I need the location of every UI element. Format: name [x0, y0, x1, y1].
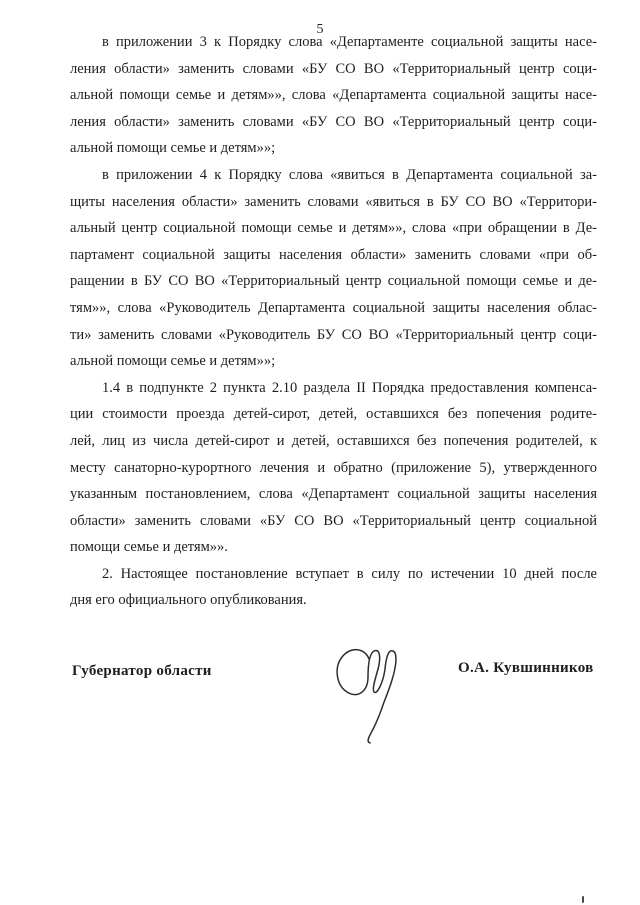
- text-line: лей, лиц из числа детей-сирот и детей, оставшихся без попечения родителей, к: [70, 432, 597, 449]
- text-line: 1.4 в подпункте 2 пункта 2.10 раздела II Порядка предоставления компенса-: [102, 379, 597, 396]
- text-line: ции стоимости проезда детей-сирот, детей, оставшихся без попечения родите-: [70, 406, 597, 423]
- text-line: области» заменить словами «БУ СО ВО «Территориальный центр социальной: [70, 512, 597, 529]
- page-number: 5: [316, 22, 324, 37]
- text-line: в приложении 3 к Порядку слова «Департаменте социальной защиты насе-: [102, 34, 597, 50]
- text-line: ления области» заменить словами «БУ СО ВО «Территориальный центр соци-: [70, 60, 597, 77]
- text-line: помощи семье и детям»».: [70, 539, 228, 556]
- paragraph: [70, 162, 597, 375]
- text-line: партамент социальной защиты населения области» заменить словами «при об-: [70, 246, 597, 263]
- paragraph: [70, 561, 597, 614]
- handwritten-signature-icon: [327, 641, 422, 746]
- paragraph: [70, 375, 597, 561]
- text-line: альный центр социальной помощи семье и детям»», слова «при обращении в Де-: [70, 220, 597, 237]
- text-line: дня его официального опубликования.: [70, 592, 307, 609]
- scan-artifact: [582, 896, 584, 903]
- text-line: щиты населения области» заменить словами «явиться в БУ СО ВО «Территори-: [70, 193, 597, 210]
- text-line: ления области» заменить словами «БУ СО ВО «Территориальный центр соци-: [70, 113, 597, 130]
- text-line: тям»», слова «Руководитель Департамента социальной защиты населения облас-: [70, 299, 597, 316]
- text-line: альной помощи семье и детям»»;: [70, 140, 276, 157]
- text-line: 2. Настоящее постановление вступает в силу по истечении 10 дней после: [102, 565, 597, 582]
- text-line: указанным постановлением, слова «Департамент социальной защиты населения: [70, 486, 597, 503]
- document-body: [70, 29, 597, 614]
- signatory-title: Губернатор области: [72, 663, 212, 679]
- text-line: в приложении 4 к Порядку слова «явиться в Департамента социальной за-: [102, 166, 597, 183]
- text-line: ти» заменить словами «Руководитель БУ СО ВО «Территориальный центр соци-: [70, 326, 597, 343]
- paragraph: [70, 29, 597, 162]
- text-line: месту санаторно-курортного лечения и обратно (приложение 5), утвержденного: [70, 459, 597, 476]
- signatory-name: О.А. Кувшинников: [458, 660, 594, 676]
- text-line: альной помощи семье и детям»»;: [70, 353, 276, 370]
- text-line: ращении в БУ СО ВО «Территориальный центр социальной помощи семье и де-: [70, 273, 597, 290]
- text-line: альной помощи семье и детям»», слова «Департамента социальной защиты насе-: [70, 87, 597, 104]
